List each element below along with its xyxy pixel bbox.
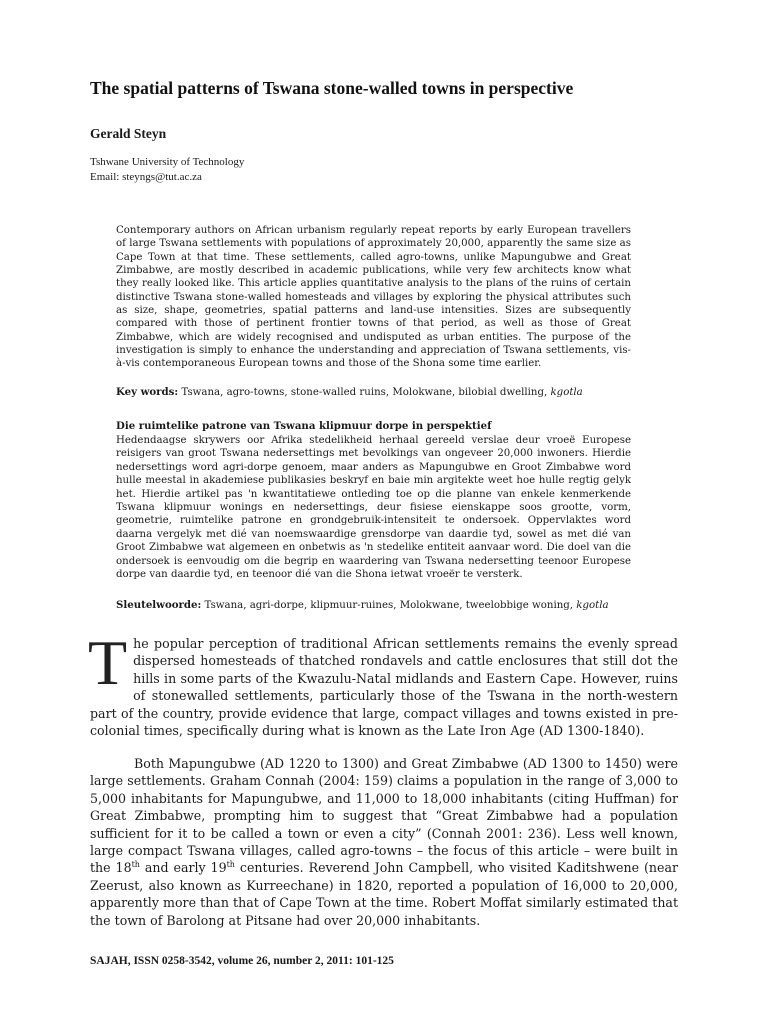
keywords-label: Key words: bbox=[116, 386, 179, 398]
author-email: Email: steyngs@tut.ac.za bbox=[90, 171, 202, 183]
afrikaans-title: Die ruimtelike patrone van Tswana klipmuur dorpe in perspektief bbox=[116, 420, 492, 432]
body-paragraph-2 bbox=[90, 755, 678, 929]
journal-citation-footer: SAJAH, ISSN 0258-3542, volume 26, number 2, 2011: 101-125 bbox=[90, 955, 394, 967]
paragraph-2-text-a: Both Mapungubwe (AD 1220 to 1300) and Great Zimbabwe (AD 1300 to 1450) were large settlements. Graham Connah (2004: 159) claims a population in the range of 3,000 to 5,000 inhabitants for Mapungubwe, and 11,000 to 18,000 inhabitants (citing Huffman) for Great Zimbabwe, prompting him to suggest that “Great Zimbabwe had a population sufficient for it to be called a town or even a city” (Connah 2001: 236). Less well known, large compact Tswana villages, called agro-towns – the focus of this article – were built in the 18 bbox=[90, 756, 678, 876]
sleutelwoorde-list: Tswana, agri-dorpe, klipmuur-ruines, Molokwane, tweelobbige woning, bbox=[204, 600, 574, 611]
author-name: Gerald Steyn bbox=[90, 126, 167, 141]
paragraph-2-text-b: and early 19 bbox=[139, 860, 227, 876]
sleutelwoorde-label: Sleutelwoorde: bbox=[116, 599, 202, 611]
abstract-english: Contemporary authors on African urbanism regularly repeat reports by early European travellers of large Tswana settlements with populations of approximately 20,000, apparently the same size as Cape Town at that time. These settlements, called agro-towns, unlike Mapungubwe and Great Zimbabwe, are mostly described in academic publications, while very few architects know what they really looked like. This article applies quantitative analysis to the plans of the ruins of certain distinctive Tswana stone-walled homesteads and villages by exploring the physical attributes such as size, shape, geometries, spatial patterns and land-use intensities. Sizes are subsequently compared with those of pertinent frontier towns of that period, as well as those of Great Zimbabwe, which are widely recognised and undisputed as urban entities. The purpose of the investigation is simply to enhance the understanding and appreciation of Tswana settlements, vis-à-vis contemporaneous European towns and those of the Shona some time earlier. bbox=[116, 225, 631, 370]
superscript-th-2: th bbox=[226, 860, 235, 870]
drop-cap: T bbox=[88, 627, 128, 698]
sleutelwoorde-italic: kgotla bbox=[576, 600, 609, 611]
paper-title: The spatial patterns of Tswana stone-walled towns in perspective bbox=[90, 78, 574, 98]
body-paragraph-1 bbox=[88, 627, 678, 739]
keywords-english bbox=[116, 386, 631, 399]
abstract-afrikaans: Hedendaagse skrywers oor Afrika stedelikheid herhaal gereeld verslae deur vroeë Europese reisigers van groot Tswana nedersettings met bevolkings van ongeveer 20,000 inwoners. Hierdie nedersettings word agri-dorpe genoem, maar anders as Mapungubwe en Groot Zimbabwe word hulle meestal in akademiese publikasies beskryf en baie min argitekte weet hoe hulle regtig gelyk het. Hierdie artikel pas 'n kwantitatiewe ontleding toe op die planne van enkele kenmerkende Tswana klipmuur wonings en nedersettings, deur fisiese eienskappe soos grootte, vorm, geometrie, ruimtelike patrone en grondgebruik-intensiteit te ondersoek. Oppervlaktes word daarna vergelyk met dié van noemswaardige grensdorpe van daardie tyd, sowel as met dié van Groot Zimbabwe wat algemeen en onbetwis as 'n stedelike entiteit aanvaar word. Die doel van die ondersoek is eenvoudig om die begrip en waardering van Tswana nedersetting teenoor Europese dorpe van daardie tyd, en teenoor dié van die Shona ietwat vroeër te versterk. bbox=[116, 435, 631, 581]
paragraph-2-text-c: centuries. Reverend John Campbell, who visited Kaditshwene (near Zeerust, also known as Kurreechane) in 1820, reported a population of 16,000 to 20,000, apparently more than that of Cape Town at the time. Robert Moffat similarly estimated that the town of Barolong at Pitsane had over 20,000 inhabitants. bbox=[90, 860, 679, 928]
author-affiliation-block bbox=[90, 155, 244, 185]
keywords-afrikaans bbox=[116, 599, 631, 612]
superscript-th-1: th bbox=[131, 860, 140, 870]
keywords-italic: kgotla bbox=[550, 387, 583, 398]
paragraph-1-text: he popular perception of traditional African settlements remains the evenly spread dispersed homesteads of thatched rondavels and cattle enclosures that still dot the hills in some parts of the Kwazulu-Natal midlands and Eastern Cape. However, ruins of stonewalled settlements, particularly those of the Tswana in the north-western part of the country, provide evidence that large, compact villages and towns existed in pre-colonial times, specifically during what is known as the Late Iron Age (AD 1300-1840). bbox=[90, 636, 678, 739]
keywords-list: Tswana, agro-towns, stone-walled ruins, Molokwane, bilobial dwelling, bbox=[181, 387, 548, 398]
affiliation: Tshwane University of Technology bbox=[90, 156, 245, 168]
